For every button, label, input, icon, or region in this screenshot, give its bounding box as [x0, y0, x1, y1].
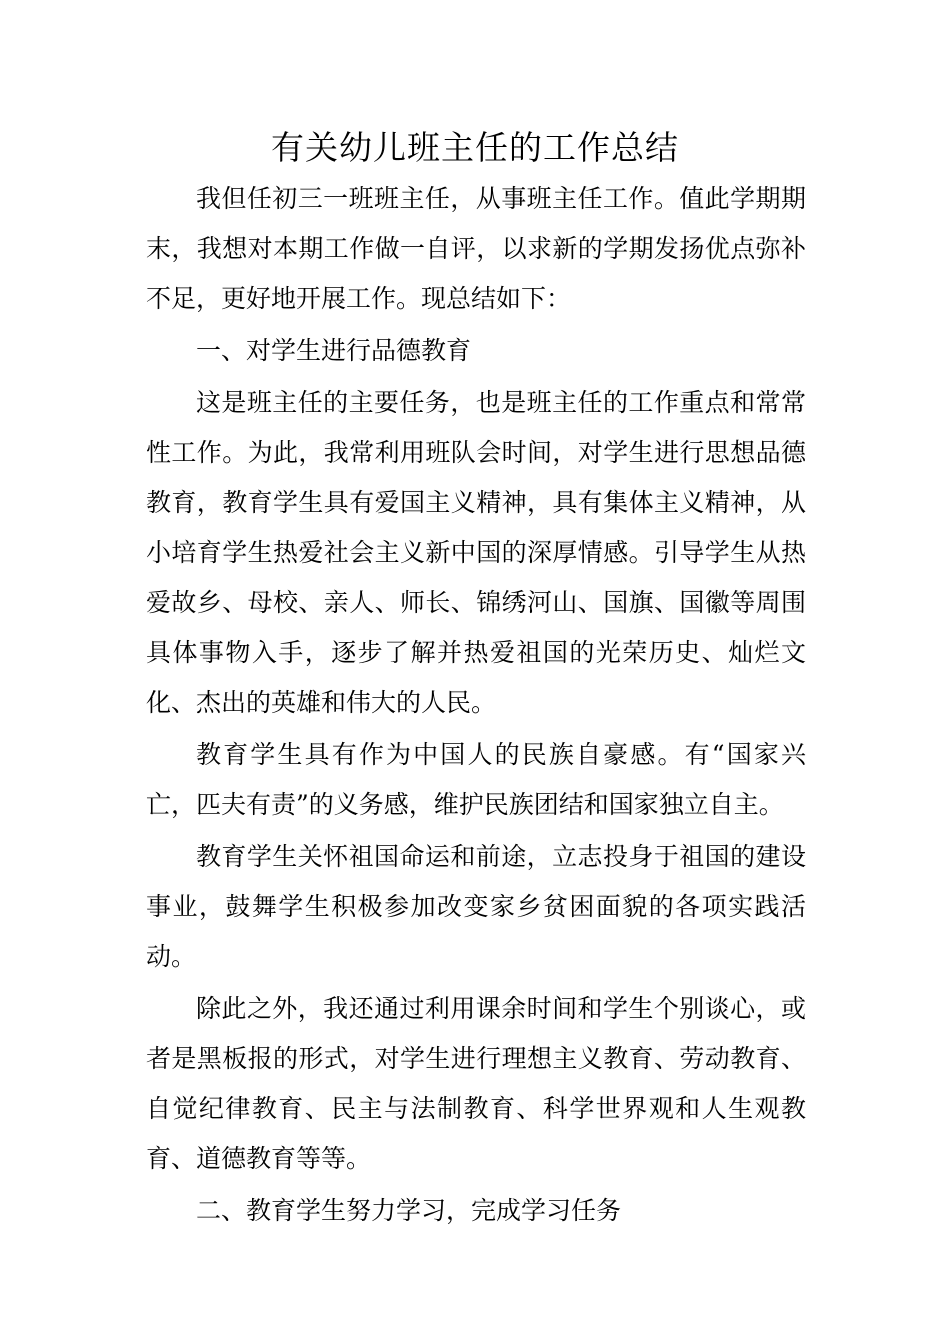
section-heading-1: 一、对学生进行品德教育 — [196, 336, 472, 365]
paragraph-intro: 我但任初三一班班主任，从事班主任工作。值此学期期末，我想对本期工作做一自评，以求新的学期发扬优点弥补不足，更好地开展工作。现总结如下： — [146, 184, 806, 313]
paragraph-national-pride: 教育学生具有作为中国人的民族自豪感。有“国家兴亡，匹夫有责”的义务感，维护民族团结和国家独立自主。 — [146, 740, 806, 819]
paragraph-moral-education: 这是班主任的主要任务，也是班主任的工作重点和常常性工作。为此，我常利用班队会时间，对学生进行思想品德教育，教育学生具有爱国主义精神，具有集体主义精神，从小培育学生热爱社会主义新中国的深厚情感。引导学生从热爱故乡、母校、亲人、师长、锦绣河山、国旗、国徽等周围具体事物入手，逐步了解并热爱祖国的光荣历史、灿烂文化、杰出的英雄和伟大的人民。 — [146, 388, 806, 717]
paragraph-country-future: 教育学生关怀祖国命运和前途，立志投身于祖国的建设事业，鼓舞学生积极参加改变家乡贫困面貌的各项实践活动。 — [146, 842, 806, 971]
document-body — [146, 174, 806, 1236]
section-heading-2: 二、教育学生努力学习，完成学习任务 — [196, 1196, 622, 1225]
document-title: 有关幼儿班主任的工作总结 — [271, 128, 679, 167]
paragraph-other-education: 除此之外，我还通过利用课余时间和学生个别谈心，或者是黑板报的形式，对学生进行理想主义教育、劳动教育、自觉纪律教育、民主与法制教育、科学世界观和人生观教育、道德教育等等。 — [146, 994, 806, 1173]
